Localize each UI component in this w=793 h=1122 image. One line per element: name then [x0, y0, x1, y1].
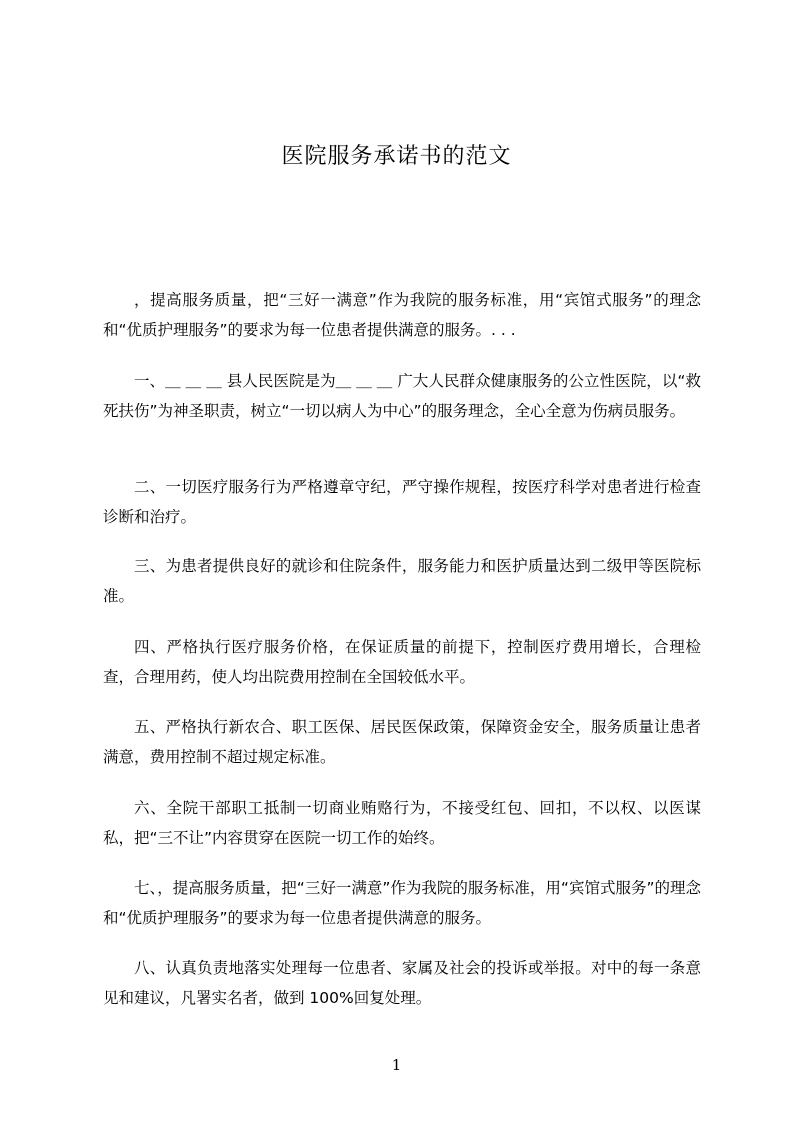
paragraph-item-1: 一、＿ ＿ ＿ 县人民医院是为＿ ＿ ＿ 广大人民群众健康服务的公立性医院，以“救死扶伤”为神圣职责，树立“一切以病人为中心”的服务理念，全心全意为伤病员服务。: [103, 372, 701, 420]
paragraph-item-4: 四、严格执行医疗服务价格，在保证质量的前提下，控制医疗费用增长，合理检查，合理用药，使人均出院费用控制在全国较低水平。: [103, 638, 701, 686]
paragraph-item-6: 六、全院干部职工抵制一切商业贿赂行为，不接受红包、回扣，不以权、以医谋私，把“三不让”内容贯穿在医院一切工作的始终。: [103, 799, 701, 847]
page-number: 1: [391, 1056, 402, 1074]
paragraph-item-5: 五、严格执行新农合、职工医保、居民医保政策，保障资金安全，服务质量让患者满意，费用控制不超过规定标准。: [103, 718, 701, 766]
paragraph-item-7: 七、，提高服务质量，把“三好一满意”作为我院的服务标准，用“宾馆式服务”的理念和“优质护理服务”的要求为每一位患者提供满意的服务。: [103, 879, 701, 927]
paragraph-item-2: 二、一切医疗服务行为严格遵章守纪，严守操作规程，按医疗科学对患者进行检查诊断和治疗。: [103, 478, 701, 526]
document-title: 医院服务承诺书的范文: [281, 144, 512, 169]
paragraph-item-3: 三、为患者提供良好的就诊和住院条件，服务能力和医护质量达到二级甲等医院标准。: [103, 557, 701, 605]
paragraph-item-8: 八、认真负责地落实处理每一位患者、家属及社会的投诉或举报。对中的每一条意见和建议，凡署实名者，做到 100%回复处理。: [103, 959, 701, 1007]
paragraph-intro: ，提高服务质量，把“三好一满意”作为我院的服务标准，用“宾馆式服务”的理念和“优质护理服务”的要求为每一位患者提供满意的服务。. . .: [103, 291, 701, 339]
